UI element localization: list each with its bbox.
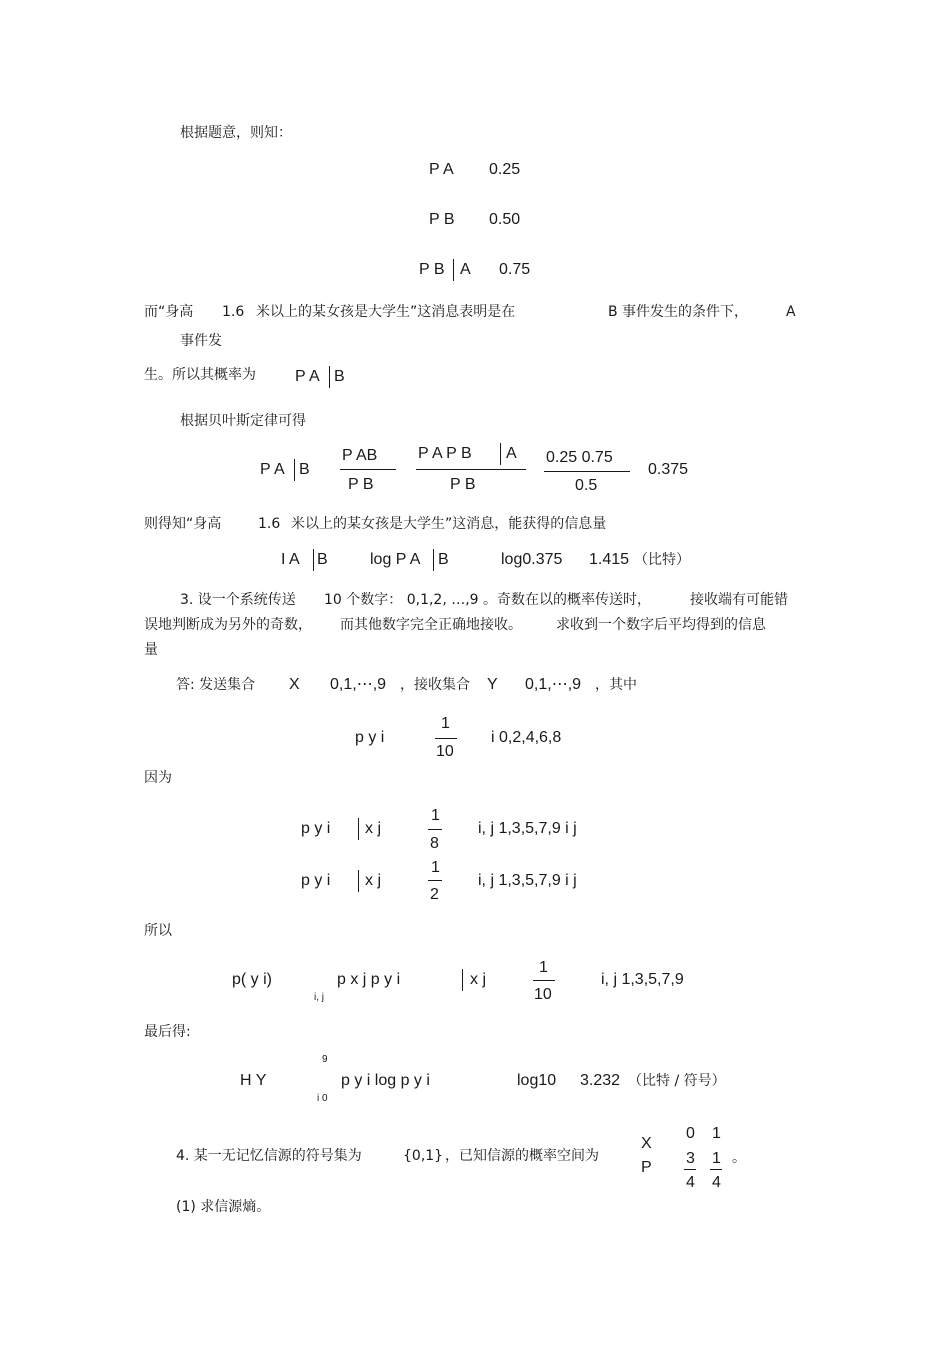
q4-1: (1) 求信源熵。 [176,1199,271,1215]
info-e: log0.375 [501,551,563,568]
q4-d1: 4 [686,1174,695,1191]
q3-l1c: 接收端有可能错 [690,592,788,608]
ans-e: Y [487,676,498,693]
eq-sum-c: x j [470,971,486,988]
p2-a: 而“身高 [144,304,194,320]
fraction-bar [428,829,442,830]
q3-l1a: 3. 设一个系统传送 [180,592,296,608]
p5-c: 米以上的某女孩是大学生”这消息，能获得的信息量 [291,516,607,532]
cond-bar [358,870,359,892]
p1: 根据题意，则知： [180,125,292,141]
ans-b: X [289,676,300,693]
bayes-f1-num: P AB [342,447,378,464]
q4-end: 。 [732,1150,746,1166]
p2-e: A [786,304,796,320]
eq-h-sup: 9 [322,1054,328,1065]
eq-c1-c: i, j 1,3,5,7,9 i j [478,820,577,837]
eq-pba-val: 0.75 [499,261,531,278]
eq-h-sub: i 0 [317,1093,328,1104]
eq-pa-val: 0.25 [489,161,521,178]
p3-c: B [334,368,345,385]
yinwei: 因为 [144,770,172,786]
cond-bar [329,366,330,388]
bayes-lhs-b: B [299,461,310,478]
fraction-bar [340,469,396,470]
fraction-bar [533,980,555,981]
eq-pb: P B [429,211,455,228]
fraction-bar [435,738,457,739]
eq-sum-a: p( y i) [232,971,272,988]
bayes-result: 0.375 [648,461,689,478]
eq-sum-sub: i, j [314,992,324,1003]
eq-py-lhs: p y i [355,729,385,746]
q3-l3: 量 [144,642,158,658]
p3-a: 生。所以其概率为 [144,367,256,383]
q4-p: P [641,1159,652,1176]
info-g: （比特） [634,552,690,568]
bayes-lhs: P A [260,461,285,478]
q4-s0: 0 [686,1125,695,1142]
p2-f: 事件发 [180,333,222,349]
bayes-f1-den: P B [348,476,374,493]
bayes-f3-num: 0.25 0.75 [546,449,613,466]
p2-b: 1.6 [222,304,245,320]
cond-bar [313,549,314,571]
zuihou: 最后得: [144,1024,191,1040]
eq-sum-den: 10 [534,986,552,1003]
q3-l1b: 10 个数字： 0,1,2, …,9 。奇数在以的概率传送时， [324,592,652,608]
q4-d2: 4 [712,1174,721,1191]
info-c: log P A [370,551,421,568]
bayes-f2-num-b: A [506,445,517,462]
fraction-bar [544,471,630,472]
eq-py-rhs: i 0,2,4,6,8 [491,729,562,746]
p2-d: B 事件发生的条件下， [608,304,749,320]
eq-c1-a: p y i [301,820,331,837]
fraction-bar [710,1169,722,1170]
cond-bar [294,459,295,481]
p3-b: P A [295,368,320,385]
fraction-bar [416,469,526,470]
ans-d: ，接收集合 [400,677,470,693]
ans-f: 0,1,⋯,9 [525,676,582,693]
q4-c: ，已知信源的概率空间为 [445,1148,599,1164]
cond-bar [358,818,359,840]
eq-h-e: （比特 / 符号） [628,1073,726,1089]
eq-sum-num: 1 [539,959,548,976]
eq-c2-b: x j [365,872,381,889]
eq-c1-num: 1 [431,807,440,824]
q3-l2c: 求收到一个数字后平均得到的信息 [556,617,766,633]
eq-pa: P A [429,161,454,178]
eq-c1-b: x j [365,820,381,837]
p2-c: 米以上的某女孩是大学生”这消息表明是在 [256,304,516,320]
eq-c2-den: 2 [430,886,439,903]
fraction-bar [684,1169,696,1170]
p4: 根据贝叶斯定律可得 [180,413,306,429]
q4-n1: 3 [686,1150,695,1167]
q4-b: {0,1} [403,1148,444,1164]
info-b: B [317,551,328,568]
eq-c1-den: 8 [430,835,439,852]
fraction-bar [428,880,442,881]
ans-c: 0,1,⋯,9 [330,676,387,693]
ans-a: 答: 发送集合 [176,677,256,693]
q4-a: 4. 某一无记忆信源的符号集为 [176,1148,362,1164]
q4-x: X [641,1135,652,1152]
eq-py-num: 1 [441,715,450,732]
eq-h-d: 3.232 [580,1072,621,1089]
cond-bar [462,969,463,991]
q3-l2b: 而其他数字完全正确地接收。 [340,617,522,633]
bayes-f2-den: P B [450,476,476,493]
info-a: I A [281,551,300,568]
suoyi: 所以 [144,923,172,939]
q4-n2: 1 [712,1150,721,1167]
eq-c2-a: p y i [301,872,331,889]
p5-a: 则得知“身高 [144,516,222,532]
eq-pba: P B [419,261,445,278]
eq-pb-val: 0.50 [489,211,521,228]
eq-py-den: 10 [436,743,454,760]
bayes-f2-num: P A P B [418,445,472,462]
ans-g: ，其中 [595,677,637,693]
cond-bar [500,443,501,465]
q4-s1: 1 [712,1125,721,1142]
eq-sum-b: p x j p y i [337,971,401,988]
info-f: 1.415 [589,551,630,568]
eq-h-c: log10 [517,1072,557,1089]
p5-b: 1.6 [258,516,281,532]
cond-bar [453,259,454,281]
eq-c2-c: i, j 1,3,5,7,9 i j [478,872,577,889]
eq-c2-num: 1 [431,859,440,876]
eq-h-a: H Y [240,1072,267,1089]
info-d: B [438,551,449,568]
bayes-f3-den: 0.5 [575,477,598,494]
eq-pba-a: A [460,261,471,278]
cond-bar [433,549,434,571]
eq-sum-d: i, j 1,3,5,7,9 [601,971,684,988]
eq-h-b: p y i log p y i [341,1072,430,1089]
q3-l2a: 误地判断成为另外的奇数， [144,617,312,633]
